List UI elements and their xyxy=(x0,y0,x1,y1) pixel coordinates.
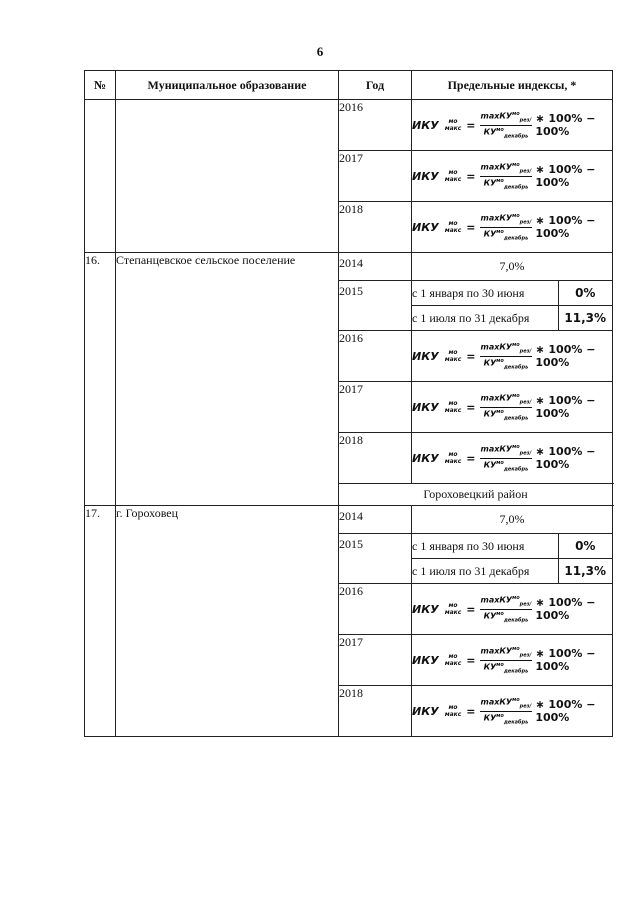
formula-num-sub: peз/ xyxy=(519,168,532,175)
formula-den-sup: мо xyxy=(496,357,504,364)
formula-denominator xyxy=(484,408,529,421)
formula-numerator xyxy=(480,162,533,176)
formula-cell xyxy=(412,635,613,686)
period-value: 0% xyxy=(558,534,612,559)
formula-num-sup: мо xyxy=(512,342,520,349)
formula-sub-top: мо xyxy=(448,220,458,227)
index-formula xyxy=(412,595,612,623)
formula-fraction xyxy=(480,111,533,139)
formula-numerator xyxy=(480,444,533,458)
formula-num-sub: peз/ xyxy=(519,652,532,659)
formula-num-sub: peз/ xyxy=(519,117,532,124)
formula-sub-bottom: макс xyxy=(444,356,462,363)
year-cell: 2014 xyxy=(339,253,412,281)
period-label: с 1 июля по 31 декабря xyxy=(412,559,558,584)
period-value: 0% xyxy=(558,281,612,306)
formula-den-sup: мо xyxy=(496,661,504,668)
district-name: Гороховецкий район xyxy=(339,484,613,506)
formula-den-sup: мо xyxy=(496,228,504,235)
formula-numerator-main: maxКУ xyxy=(480,342,513,352)
formula-sub-bottom: макс xyxy=(444,609,462,616)
formula-numerator xyxy=(480,595,533,609)
formula-lhs-sub xyxy=(445,118,462,132)
formula-lhs-sub xyxy=(445,704,462,718)
formula-den-sup: мо xyxy=(496,126,504,133)
formula-fraction xyxy=(480,342,533,370)
tariff-index-table xyxy=(84,70,613,737)
formula-numerator-main: maxКУ xyxy=(480,393,513,403)
year-cell: 2015 xyxy=(339,281,412,331)
formula-rhs: ∗ 100% − 100% xyxy=(535,698,596,724)
header-year: Год xyxy=(339,71,412,100)
formula-den-sup: мо xyxy=(496,712,504,719)
formula-lhs: ИКУ xyxy=(412,349,439,363)
formula-den-sub: декабрь xyxy=(503,465,529,472)
formula-cell xyxy=(412,382,613,433)
year-cell: 2018 xyxy=(339,202,412,253)
formula-lhs: ИКУ xyxy=(412,451,439,465)
formula-den-sup: мо xyxy=(496,408,504,415)
formula-den-sub: декабрь xyxy=(503,183,529,190)
index-formula xyxy=(412,697,612,725)
formula-lhs: ИКУ xyxy=(412,169,439,183)
formula-numerator-main: maxКУ xyxy=(480,111,513,121)
formula-sub-bottom: макс xyxy=(444,711,462,718)
formula-lhs: ИКУ xyxy=(412,400,439,414)
header-municipality: Муниципальное образование xyxy=(116,71,339,100)
formula-eq: = xyxy=(466,704,476,718)
formula-lhs-sub xyxy=(445,653,462,667)
formula-rhs: ∗ 100% − 100% xyxy=(535,214,596,240)
formula-lhs-sub xyxy=(445,220,462,234)
formula-den-sub: декабрь xyxy=(503,616,529,623)
formula-fraction xyxy=(480,213,533,241)
page-number: 6 xyxy=(316,44,324,59)
formula-denominator xyxy=(484,459,529,472)
index-formula xyxy=(412,111,612,139)
formula-denominator xyxy=(484,712,529,725)
formula-sub-bottom: макс xyxy=(444,176,462,183)
formula-denominator-main: КУ xyxy=(483,409,497,419)
formula-num-sub: peз/ xyxy=(519,703,532,710)
index-formula xyxy=(412,162,612,190)
formula-num-sup: мо xyxy=(512,646,520,653)
year-cell: 2014 xyxy=(339,506,412,534)
formula-denominator xyxy=(484,126,529,139)
formula-num-sup: мо xyxy=(512,213,520,220)
formula-den-sup: мо xyxy=(496,610,504,617)
formula-num-sub: peз/ xyxy=(519,348,532,355)
table-row xyxy=(85,253,613,281)
header-indices: Предельные индексы, * xyxy=(412,71,613,100)
municipality-name: Степанцевское сельское поселение xyxy=(116,253,339,506)
header-num: № xyxy=(85,71,116,100)
formula-denominator-main: КУ xyxy=(483,229,497,239)
formula-num-sub: peз/ xyxy=(519,399,532,406)
period-value: 11,3% xyxy=(564,311,607,325)
formula-numerator-main: maxКУ xyxy=(480,697,513,707)
header-row xyxy=(85,71,613,100)
formula-rhs: ∗ 100% − 100% xyxy=(535,394,596,420)
formula-cell xyxy=(412,151,613,202)
year-cell: 2018 xyxy=(339,433,412,484)
index-formula xyxy=(412,646,612,674)
formula-numerator xyxy=(480,646,533,660)
formula-sub-top: мо xyxy=(448,169,458,176)
table-row xyxy=(85,100,613,151)
formula-sub-bottom: макс xyxy=(444,407,462,414)
formula-cell xyxy=(412,331,613,382)
formula-lhs-sub xyxy=(445,400,462,414)
year-cell: 2016 xyxy=(339,331,412,382)
formula-lhs-sub xyxy=(445,349,462,363)
year-cell: 2017 xyxy=(339,151,412,202)
formula-denominator-main: КУ xyxy=(483,662,497,672)
year-cell: 2018 xyxy=(339,686,412,737)
formula-den-sup: мо xyxy=(496,177,504,184)
formula-sub-top: мо xyxy=(448,653,458,660)
formula-numerator xyxy=(480,111,533,125)
formula-eq: = xyxy=(466,169,476,183)
formula-rhs: ∗ 100% − 100% xyxy=(535,445,596,471)
index-formula xyxy=(412,342,612,370)
table-row xyxy=(85,506,613,534)
formula-rhs: ∗ 100% − 100% xyxy=(535,343,596,369)
index-formula xyxy=(412,393,612,421)
formula-denominator-main: КУ xyxy=(483,127,497,137)
formula-rhs: ∗ 100% − 100% xyxy=(535,596,596,622)
formula-num-sup: мо xyxy=(512,111,520,118)
formula-denominator-main: КУ xyxy=(483,713,497,723)
formula-sub-bottom: макс xyxy=(444,125,462,132)
formula-den-sub: декабрь xyxy=(503,363,529,370)
split-period-cell xyxy=(412,281,613,331)
formula-num-sup: мо xyxy=(512,393,520,400)
year-cell: 2017 xyxy=(339,382,412,433)
formula-lhs-sub xyxy=(445,451,462,465)
formula-eq: = xyxy=(466,451,476,465)
formula-denominator-main: КУ xyxy=(483,358,497,368)
formula-sub-bottom: макс xyxy=(444,227,462,234)
year-cell: 2015 xyxy=(339,534,412,584)
municipality-name: г. Гороховец xyxy=(116,506,339,737)
formula-numerator xyxy=(480,213,533,227)
formula-den-sub: декабрь xyxy=(503,132,529,139)
formula-sub-bottom: макс xyxy=(444,660,462,667)
formula-num-sub: peз/ xyxy=(519,450,532,457)
formula-fraction xyxy=(480,646,533,674)
index-formula xyxy=(412,444,612,472)
formula-lhs: ИКУ xyxy=(412,602,439,616)
formula-numerator xyxy=(480,697,533,711)
formula-rhs: ∗ 100% − 100% xyxy=(535,163,596,189)
row-number: 16. xyxy=(85,253,116,506)
index-formula xyxy=(412,213,612,241)
formula-cell xyxy=(412,100,613,151)
formula-denominator-main: КУ xyxy=(483,460,497,470)
formula-denominator-main: КУ xyxy=(483,178,497,188)
formula-numerator xyxy=(480,342,533,356)
formula-eq: = xyxy=(466,118,476,132)
formula-numerator-main: maxКУ xyxy=(480,444,513,454)
year-cell: 2017 xyxy=(339,635,412,686)
formula-denominator xyxy=(484,357,529,370)
formula-sub-top: мо xyxy=(448,602,458,609)
period-label: с 1 июля по 31 декабря xyxy=(412,306,558,331)
row-num-empty xyxy=(85,100,116,253)
row-number: 17. xyxy=(85,506,116,737)
formula-fraction xyxy=(480,393,533,421)
formula-num-sup: мо xyxy=(512,595,520,602)
formula-fraction xyxy=(480,697,533,725)
period-value: 11,3% xyxy=(564,564,607,578)
year-cell: 2016 xyxy=(339,100,412,151)
formula-denominator-main: КУ xyxy=(483,611,497,621)
formula-numerator-main: maxКУ xyxy=(480,162,513,172)
formula-den-sub: декабрь xyxy=(503,414,529,421)
formula-denominator xyxy=(484,177,529,190)
formula-num-sup: мо xyxy=(512,162,520,169)
formula-numerator-main: maxКУ xyxy=(480,595,513,605)
formula-lhs-sub xyxy=(445,602,462,616)
formula-rhs: ∗ 100% − 100% xyxy=(535,647,596,673)
formula-lhs: ИКУ xyxy=(412,220,439,234)
formula-cell xyxy=(412,584,613,635)
formula-denominator xyxy=(484,661,529,674)
formula-sub-top: мо xyxy=(448,451,458,458)
formula-eq: = xyxy=(466,602,476,616)
formula-den-sup: мо xyxy=(496,459,504,466)
formula-lhs-sub xyxy=(445,169,462,183)
formula-sub-top: мо xyxy=(448,400,458,407)
split-period-cell xyxy=(412,534,613,584)
formula-num-sub: peз/ xyxy=(519,601,532,608)
formula-cell xyxy=(412,433,613,484)
formula-sub-top: мо xyxy=(448,704,458,711)
formula-lhs: ИКУ xyxy=(412,653,439,667)
formula-fraction xyxy=(480,444,533,472)
formula-den-sub: декабрь xyxy=(503,718,529,725)
formula-fraction xyxy=(480,595,533,623)
formula-den-sub: декабрь xyxy=(503,234,529,241)
formula-rhs: ∗ 100% − 100% xyxy=(535,112,596,138)
row-name-empty xyxy=(116,100,339,253)
formula-lhs: ИКУ xyxy=(412,118,439,132)
period-label: с 1 января по 30 июня xyxy=(412,281,558,306)
index-value: 7,0% xyxy=(412,253,613,281)
formula-den-sub: декабрь xyxy=(503,667,529,674)
formula-denominator xyxy=(484,228,529,241)
formula-eq: = xyxy=(466,400,476,414)
formula-sub-top: мо xyxy=(448,349,458,356)
formula-numerator-main: maxКУ xyxy=(480,646,513,656)
formula-cell xyxy=(412,686,613,737)
formula-sub-top: мо xyxy=(448,118,458,125)
formula-sub-bottom: макс xyxy=(444,458,462,465)
formula-numerator-main: maxКУ xyxy=(480,213,513,223)
formula-lhs: ИКУ xyxy=(412,704,439,718)
year-cell: 2016 xyxy=(339,584,412,635)
formula-eq: = xyxy=(466,653,476,667)
formula-num-sup: мо xyxy=(512,444,520,451)
index-value: 7,0% xyxy=(412,506,613,534)
formula-cell xyxy=(412,202,613,253)
formula-fraction xyxy=(480,162,533,190)
formula-eq: = xyxy=(466,220,476,234)
formula-numerator xyxy=(480,393,533,407)
formula-num-sub: peз/ xyxy=(519,219,532,226)
formula-denominator xyxy=(484,610,529,623)
period-label: с 1 января по 30 июня xyxy=(412,534,558,559)
formula-num-sup: мо xyxy=(512,697,520,704)
formula-eq: = xyxy=(466,349,476,363)
